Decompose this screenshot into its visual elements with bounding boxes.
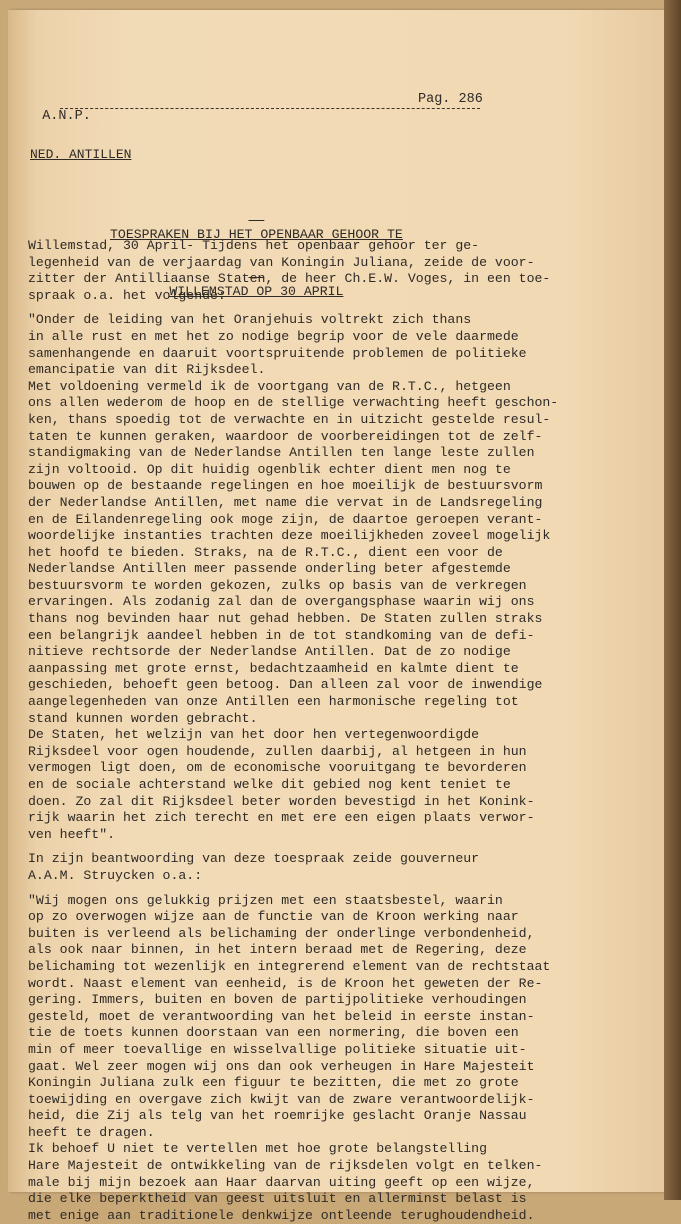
paragraph-gap — [28, 304, 628, 312]
body-line: spraak o.a. het volgende: — [28, 287, 226, 303]
body-line: toewijding en overgave zich kwijt van de zware verantwoordelijk- — [28, 1091, 535, 1107]
body-line: en de sociale achterstand welke dit gebied nog kent teniet te — [28, 777, 511, 792]
header-agency: A.N.P. — [42, 108, 91, 124]
body-line: en de Eilandenregeling ook moge zijn, de daartoe geroepen verant- — [28, 511, 543, 527]
body-line: wordt. Naast element van eenheid, is de Kroon het geweten der Re- — [28, 975, 543, 991]
article-body — [28, 238, 628, 1224]
body-line: gaat. Wel zeer mogen wij ons dan ook verheugen in Hare Majesteit — [28, 1058, 535, 1074]
body-line: De Staten, het welzijn van het door hen vertegenwoordigde — [28, 727, 480, 743]
body-line: ons allen wederom de hoop en de stellige verwachting heeft geschon- — [28, 395, 559, 411]
page-header — [26, 92, 483, 142]
body-line: heeft te dragen. — [28, 1124, 155, 1140]
body-line: aanpassing met grote ernst, bedachtzaamheid en kalmte dient te — [28, 660, 519, 676]
body-line: ven heeft". — [28, 826, 116, 842]
body-line: In zijn beantwoording van deze toespraak zeide gouverneur — [28, 851, 480, 867]
body-line: der Nederlandse Antillen, met name die vervat in de Landsregeling — [28, 494, 543, 510]
body-line: vermogen ligt doen, om de economische vooruitgang te bevorderen — [28, 760, 527, 776]
body-line: Koningin Juliana zulk een figuur te bezitten, die met zo grote — [28, 1075, 519, 1091]
body-line: A.A.M. Struycken o.a.: — [28, 867, 203, 883]
body-line: taten te kunnen geraken, waardoor de voorbereidingen tot de zelf- — [28, 428, 543, 444]
body-line: nitieve rechtsorde der Nederlandse Antillen. Dat de zo nodige — [28, 644, 511, 660]
body-line: gesteld, moet de verantwoording van het beleid in eerste instan- — [28, 1008, 535, 1024]
body-line: bestuursvorm te worden gekozen, zulks op basis van de verkregen — [28, 577, 527, 593]
body-line: geschieden, behoeft geen betoog. Dan alleen zal voor de inwendige — [28, 677, 543, 693]
body-line: thans nog bevinden haar nut gehad hebben. De Staten zullen straks — [28, 611, 543, 627]
body-line: als ook naar binnen, in het intern beraad met de Regering, deze — [28, 942, 527, 958]
body-line: met enige aan traditionele denkwijze ontleende terughoudendheid. — [28, 1207, 535, 1223]
body-line: gering. Immers, buiten en boven de partijpolitieke verhoudingen — [28, 992, 527, 1008]
body-line: "Onder de leiding van het Oranjehuis voltrekt zich thans — [28, 312, 472, 328]
body-line: standigmaking van de Nederlandse Antillen ten lange leste zullen — [28, 445, 535, 461]
body-line: woordelijke instanties trachten deze moeilijkheden zoveel mogelijk — [28, 528, 551, 544]
body-line: legenheid van de verjaardag van Koningin Juliana, zeide de voor- — [28, 254, 535, 270]
body-line: het hoofd te bieden. Straks, na de R.T.C., dient een voor de — [28, 544, 503, 560]
body-line: tie de toets kunnen doorstaan van een normering, die boven een — [28, 1025, 519, 1041]
body-line: "Wij mogen ons gelukkig prijzen met een staatsbestel, waarin — [28, 892, 503, 908]
body-line: doen. Zo zal dit Rijksdeel beter worden bevestigd in het Konink- — [28, 793, 535, 809]
body-line: een belangrijk aandeel hebben in de tot standkoming van de defi- — [28, 627, 535, 643]
title-line: WILLEMSTAD OP 30 APRIL — [169, 284, 344, 299]
body-line: die elke beperktheid van geest uitsluit en allerminst belast is — [28, 1191, 527, 1207]
page-number: Pag. 286 — [418, 92, 483, 107]
body-line: zijn voltooid. Op dit huidig ogenblik echter dient men nog te — [28, 461, 511, 477]
section-heading: NED. ANTILLEN — [30, 147, 132, 162]
body-line: in alle rust en met het zo nodige begrip voor de vele daarmede — [28, 328, 519, 344]
body-line: Nederlandse Antillen meer passende onderling beter afgestemde — [28, 561, 511, 577]
body-line: Hare Majesteit de ontwikkeling van de rijksdelen volgt en telken- — [28, 1158, 543, 1174]
body-line: Met voldoening vermeld ik de voortgang van de R.T.C., hetgeen — [28, 378, 511, 394]
body-line: stand kunnen worden gebracht. — [28, 710, 258, 726]
body-line: emancipatie van dit Rijksdeel. — [28, 362, 266, 378]
body-line: min of meer toevallige en wisselvallige politieke situatie uit- — [28, 1041, 527, 1057]
body-line: bouwen op de bestaande regelingen en hoe moeilijk de bestuursvorm — [28, 478, 543, 494]
body-line: Rijksdeel voor ogen houdende, zullen daarbij, al hetgeen in hun — [28, 743, 527, 759]
body-line: male bij mijn bezoek aan Haar daarvan uiting geeft op een wijze, — [28, 1174, 535, 1190]
body-line: belichaming tot wezenlijk en integrerend element van de rechtstaat — [28, 958, 551, 974]
body-line: samenhangende en daaruit voortspruitende problemen de politieke — [28, 345, 527, 361]
body-line: buiten is verleend als belichaming der onderlinge verbondenheid, — [28, 925, 535, 941]
body-line: Willemstad, 30 April- Tijdens het openbaar gehoor ter ge- — [28, 238, 480, 253]
body-line: rijk waarin het zich terecht en met ere een eigen plaats verwor- — [28, 810, 535, 826]
body-line: op zo overwogen wijze aan de functie van de Kroon werking naar — [28, 909, 519, 925]
body-line: ken, thans spoedig tot de verwachte en in uitzicht gestelde resul- — [28, 411, 551, 427]
title-line: TOESPRAKEN BIJ HET OPENBAAR GEHOOR TE — [110, 227, 403, 242]
header-rule — [60, 108, 480, 109]
paragraph-gap — [28, 885, 628, 893]
body-line: Ik behoef U niet te vertellen met hoe grote belangstelling — [28, 1141, 487, 1157]
body-line: aangelegenheden van onze Antillen een harmonische regeling tot — [28, 694, 519, 710]
page-binding-edge — [664, 0, 681, 1200]
body-line: heid, die Zij als telg van het roemrijke geslacht Oranje Nassau — [28, 1108, 527, 1124]
paragraph-gap — [28, 843, 628, 851]
body-line: ervaringen. Als zodanig zal dan de overgangsphase waarin wij ons — [28, 594, 535, 610]
body-line: zitter der Antilliaanse Staten, de heer Ch.E.W. Voges, in een toe- — [28, 271, 551, 287]
